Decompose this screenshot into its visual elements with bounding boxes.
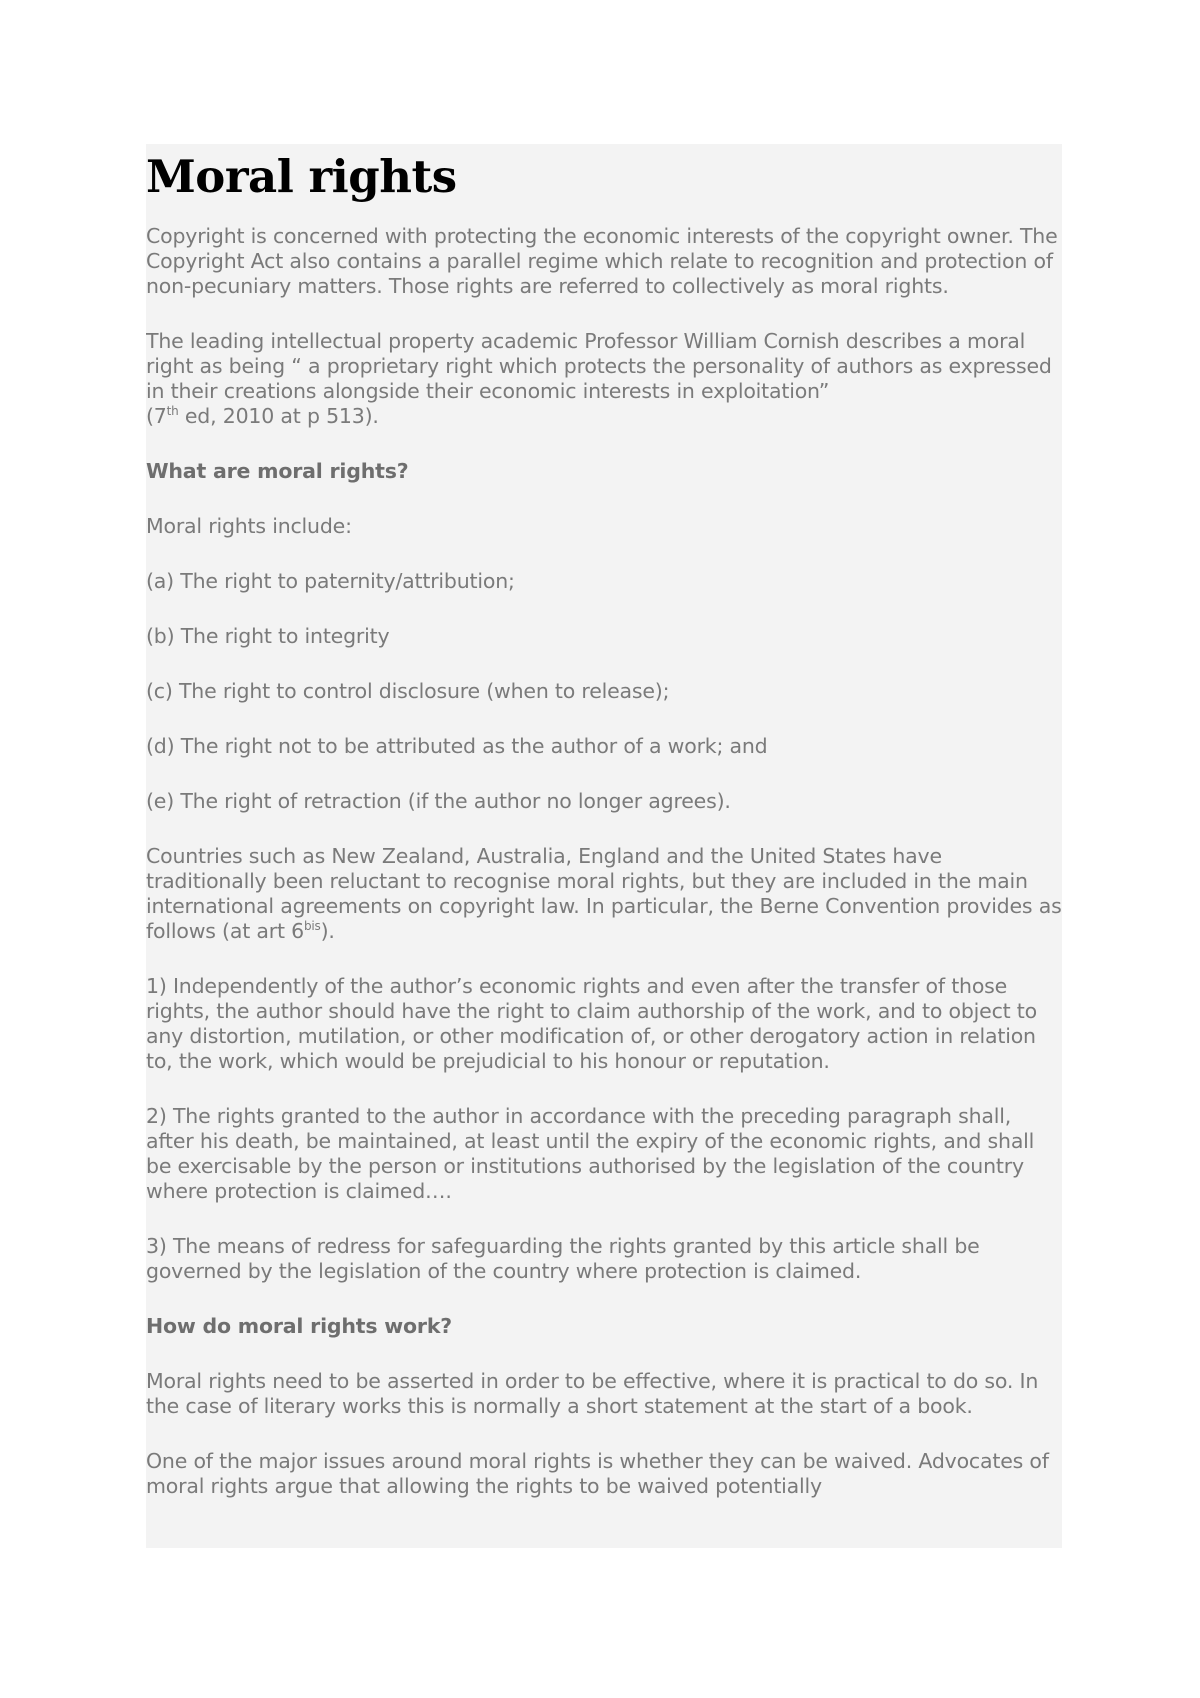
berne-clause-3: 3) The means of redress for safeguarding the rights granted by this article shall be governed by the legislation of the country where protection is claimed. — [146, 1234, 980, 1283]
countries-end: ). — [320, 919, 335, 943]
countries-sup: bis — [303, 919, 321, 933]
page-title: Moral rights — [146, 150, 457, 203]
paragraph-waived: One of the major issues around moral rights is whether they can be waived. Advocates of moral rights argue that allowing the rights to be waived potentially — [146, 1449, 1049, 1498]
cornish-citation-sup: th — [166, 404, 179, 418]
list-item-d: (d) The right not to be attributed as the author of a work; and — [146, 734, 768, 758]
list-intro: Moral rights include: — [146, 514, 352, 538]
paragraph-intro: Copyright is concerned with protecting the economic interests of the copyright owner. The Copyright Act also contains a parallel regime which relate to recognition and protection of non-pecuniary matters. Those rights are referred to collectively as moral rights. — [146, 224, 1058, 298]
document-content — [146, 144, 1062, 1548]
berne-clause-1: 1) Independently of the author’s economic rights and even after the transfer of those rights, the author should have the right to claim authorship of the work, and to object to any distortion, mutilation, or other modification of, or other derogatory action in relation to, the work, which would be prejudicial to his honour or reputation. — [146, 974, 1037, 1073]
paragraph-countries — [146, 844, 1062, 944]
cornish-citation-end: ed, 2010 at p 513). — [178, 404, 379, 428]
section-heading-how: How do moral rights work? — [146, 1314, 452, 1338]
list-item-b: (b) The right to integrity — [146, 624, 390, 648]
section-heading-what: What are moral rights? — [146, 459, 409, 483]
list-item-a: (a) The right to paternity/attribution; — [146, 569, 515, 593]
list-item-c: (c) The right to control disclosure (when to release); — [146, 679, 670, 703]
cornish-citation-start: (7 — [146, 404, 167, 428]
countries-text: Countries such as New Zealand, Australia, England and the United States have traditionally been reluctant to recognise moral rights, but they are included in the main international agreements on copyright law. In particular, the Berne Convention provides as follows (at art 6 — [146, 844, 1062, 943]
paragraph-cornish — [146, 329, 1062, 429]
paragraph-asserted: Moral rights need to be asserted in order to be effective, where it is practical to do so. In the case of literary works this is normally a short statement at the start of a book. — [146, 1369, 1039, 1418]
berne-clause-2: 2) The rights granted to the author in accordance with the preceding paragraph shall, after his death, be maintained, at least until the expiry of the economic rights, and shall be exercisable by the person or institutions authorised by the legislation of the country where protection is claimed…. — [146, 1104, 1035, 1203]
list-item-e: (e) The right of retraction (if the author no longer agrees). — [146, 789, 731, 813]
cornish-quote: The leading intellectual property academic Professor William Cornish describes a moral right as being “ a proprietary right which protects the personality of authors as expressed in their creations alongside their economic interests in exploitation” — [146, 329, 1052, 403]
